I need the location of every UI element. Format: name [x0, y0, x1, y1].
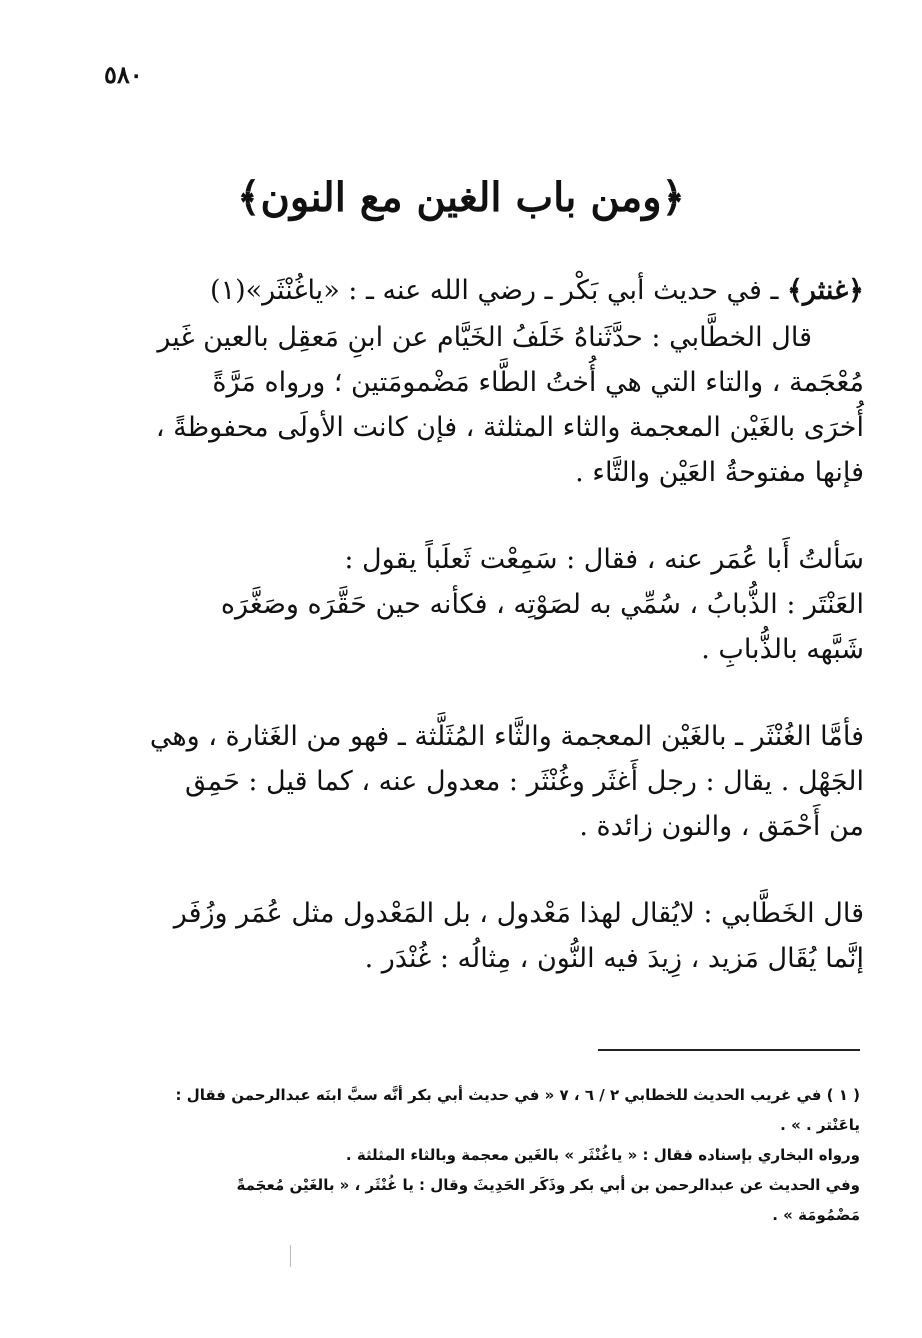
main-text	[104, 268, 864, 981]
paragraph-3	[104, 714, 864, 849]
paragraph-1	[104, 315, 864, 495]
text-line: إنَّما يُقَال مَزيد ، زِيدَ فيه النُّون ، مِثالُه : غُنْدَر .	[364, 943, 864, 974]
text-line: من أَحْمَق ، والنون زائدة .	[579, 811, 864, 842]
footnote-separator	[598, 1049, 860, 1051]
text-line: سَألتُ أَبا عُمَر عنه ، فقال : سَمِعْت ثَعلَباً يقول :	[344, 544, 864, 575]
footnote-line: ياعَنْتر . » .	[780, 1116, 860, 1134]
footnotes	[110, 1080, 860, 1230]
footnote-line: ورواه البخاري بإسناده فقال : « ياغُنْثَر » بالغَين معجمة وبالثاء المثلثة .	[345, 1146, 860, 1164]
footnote-line: ( ١ ) في غريب الحديث للخطابي ٢ / ٦ ، ٧ « في حديث أبي بكر أنَّه سبَّ ابنَه عبدالرحمن فقال :	[175, 1086, 860, 1104]
page-number: ٥٨٠	[104, 60, 143, 89]
entry-intro: ـ في حديث أبي بَكْر ـ رضي الله عنه ـ : «ياغُنْثَر»(١)	[210, 275, 779, 306]
text-line: فأمَّا الغُنْثَر ـ بالغَيْن المعجمة والثَّاء المُثَلَّثة ـ فهو من الغَثارة ، وهي	[149, 721, 864, 752]
paragraph-4	[104, 891, 864, 981]
text-line: قال الخَطَّابي : لايُقال لهذا مَعْدول ، بل المَعْدول مثل عُمَر وزُفَر	[173, 898, 864, 929]
footnote-line: وفي الحديث عن عبدالرحمن بن أبي بكر وذَكَر الحَدِيثَ وقال : يا غُنْثَر ، « بالغَيْن مُعجَمةً	[236, 1176, 860, 1194]
text-line: الجَهْل . يقال : رجل أَغثَر وغُنْثَر : معدول عنه ، كما قيل : حَمِق	[184, 766, 864, 797]
chapter-title: ﴿ومن باب الغين مع النون﴾	[237, 174, 685, 221]
gutter-mark	[290, 1245, 291, 1267]
paragraph-2	[104, 537, 864, 672]
text-line: العَنْتَر : الذُّبابُ ، سُمِّي به لصَوْتِه ، فكأنه حين حَقَّرَه وصَغَّرَه	[220, 589, 864, 620]
entry-line	[104, 268, 864, 313]
text-line: مُعْجَمة ، والتاء التي هي أُختُ الطَّاء مَضْمومَتين ؛ ورواه مَرَّةً	[212, 367, 864, 398]
footnote-line: مَضْمُومَة » .	[772, 1206, 860, 1224]
text-line: شَبَّهه بالذُّبابِ .	[701, 634, 864, 665]
text-line: فإنها مفتوحةُ العَيْن والتَّاء .	[575, 457, 864, 488]
entry-headword: ﴿غنثر﴾	[787, 275, 864, 306]
text-line: أُخرَى بالغَيْن المعجمة والثاء المثلثة ، فإن كانت الأولَى محفوظةً ،	[155, 412, 864, 443]
text-line: قال الخطَّابي : حدَّثَناهُ خَلَفُ الخَيَّام عن ابنِ مَعقِل بالعين غَير	[157, 322, 812, 353]
